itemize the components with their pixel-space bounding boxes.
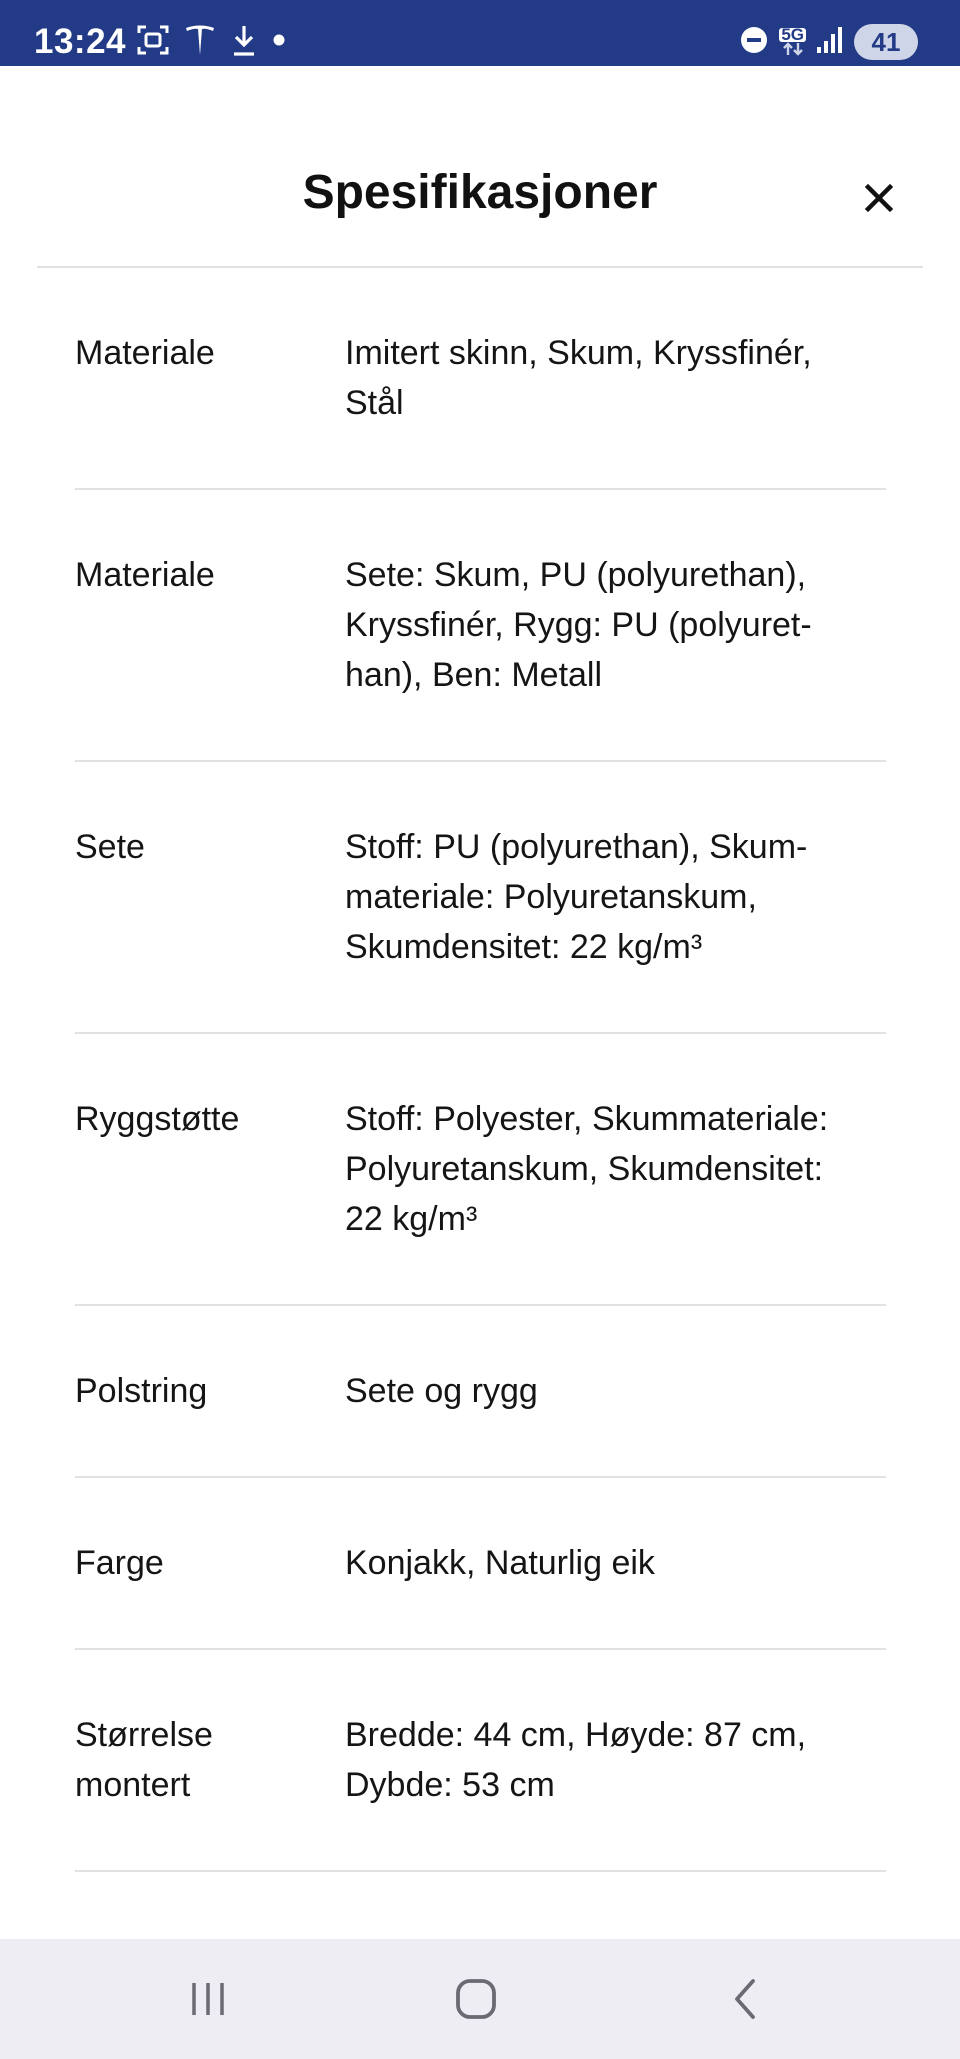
battery-indicator: 41 (854, 24, 918, 60)
spec-value: Sete: Skum, PU (polyurethan), Kryssfinér, Rygg: PU (polyuret- han), Ben: Metall (345, 556, 812, 694)
home-icon (454, 1977, 498, 2021)
status-left-icons (136, 22, 286, 62)
spec-row (75, 1306, 886, 1478)
screenshot-icon (136, 23, 170, 62)
spec-value: Imitert skinn, Skum, Kryssfinér, Stål (345, 334, 812, 422)
spec-label: Materiale (75, 334, 215, 372)
tesla-icon (184, 23, 216, 62)
status-right-icons (739, 20, 918, 64)
close-button[interactable] (859, 178, 899, 218)
network-5g-icon (779, 25, 806, 56)
specifications-list (75, 268, 886, 1872)
back-icon (726, 1977, 766, 2021)
back-button[interactable] (716, 1969, 776, 2029)
spec-value: Sete og rygg (345, 1372, 538, 1410)
download-icon (230, 23, 258, 62)
signal-icon (816, 25, 844, 60)
spec-label: Farge (75, 1544, 164, 1582)
network-label: 5G (781, 25, 804, 44)
spec-value: Konjakk, Naturlig eik (345, 1544, 655, 1582)
do-not-disturb-icon (739, 25, 769, 60)
spec-label: Størrelse montert (75, 1716, 213, 1804)
spec-value: Stoff: PU (polyurethan), Skum- materiale: Polyuretanskum, Skumdensitet: 22 kg/m³ (345, 828, 808, 966)
recent-apps-button[interactable] (178, 1969, 238, 2029)
navigation-bar (0, 1939, 960, 2059)
page-title: Spesifikasjoner (302, 166, 658, 219)
dot-icon (272, 33, 286, 52)
recent-apps-icon (188, 1979, 228, 2019)
spec-row (75, 1478, 886, 1650)
status-time: 13:24 (34, 22, 127, 61)
spec-label: Sete (75, 828, 145, 866)
spec-label: Ryggstøtte (75, 1100, 240, 1138)
status-bar (0, 0, 960, 66)
spec-row (75, 762, 886, 1034)
spec-row (75, 1650, 886, 1872)
close-icon (864, 183, 894, 213)
spec-label: Materiale (75, 556, 215, 594)
spec-value: Stoff: Polyester, Skummateriale: Polyuretanskum, Skumdensitet: 22 kg/m³ (345, 1100, 829, 1238)
spec-row (75, 490, 886, 762)
spec-value: Bredde: 44 cm, Høyde: 87 cm, Dybde: 53 cm (345, 1716, 807, 1804)
home-button[interactable] (446, 1969, 506, 2029)
spec-row (75, 268, 886, 490)
dialog-header (37, 66, 923, 268)
spec-row (75, 1034, 886, 1306)
spec-label: Polstring (75, 1372, 208, 1410)
